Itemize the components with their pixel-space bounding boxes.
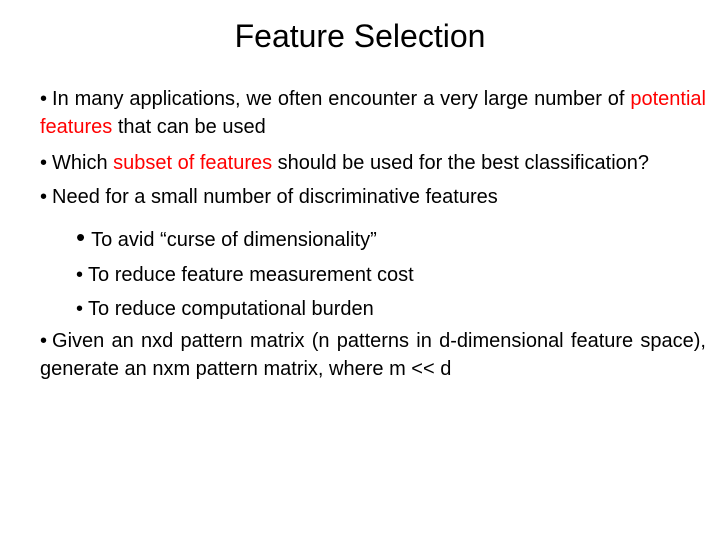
bullet-text: that can be used [112,116,266,138]
sub-bullet-item [76,223,706,254]
bullet-marker: • [40,152,48,174]
sub-bullet-item [76,295,706,323]
highlighted-text: potential features [40,88,706,138]
slide-title: Feature Selection [234,18,486,54]
bullet-item [40,85,706,141]
bullet-marker: • [76,264,84,286]
bullet-text: Need for a small number of discriminative features [52,186,498,208]
bullet-marker: • [40,88,48,110]
sub-bullet-text: To reduce computational burden [88,298,374,320]
highlighted-text: subset of features [113,152,273,174]
bullet-marker: • [76,298,84,320]
bullet-marker: • [40,186,48,208]
bullet-text: Which [52,152,114,174]
bullet-text: should be used for the best classification? [272,152,650,174]
bullet-item [40,149,706,177]
bullet-text: In many applications, we often encounter a very large number of [52,88,631,110]
bullet-item [40,327,706,383]
sub-bullet-text: To avid “curse of dimensionality” [91,229,377,251]
bullet-marker: • [40,330,48,352]
sub-bullet-text: To reduce feature measurement cost [88,264,414,286]
bullet-text: Given an nxd pattern matrix (n patterns in d-dimensional feature space), generate an nxm pattern matrix, where m << d [40,330,706,380]
bullet-item [40,183,706,211]
bullet-marker: • [76,222,86,252]
sub-bullet-item [76,261,706,289]
bullet-list [40,85,706,383]
